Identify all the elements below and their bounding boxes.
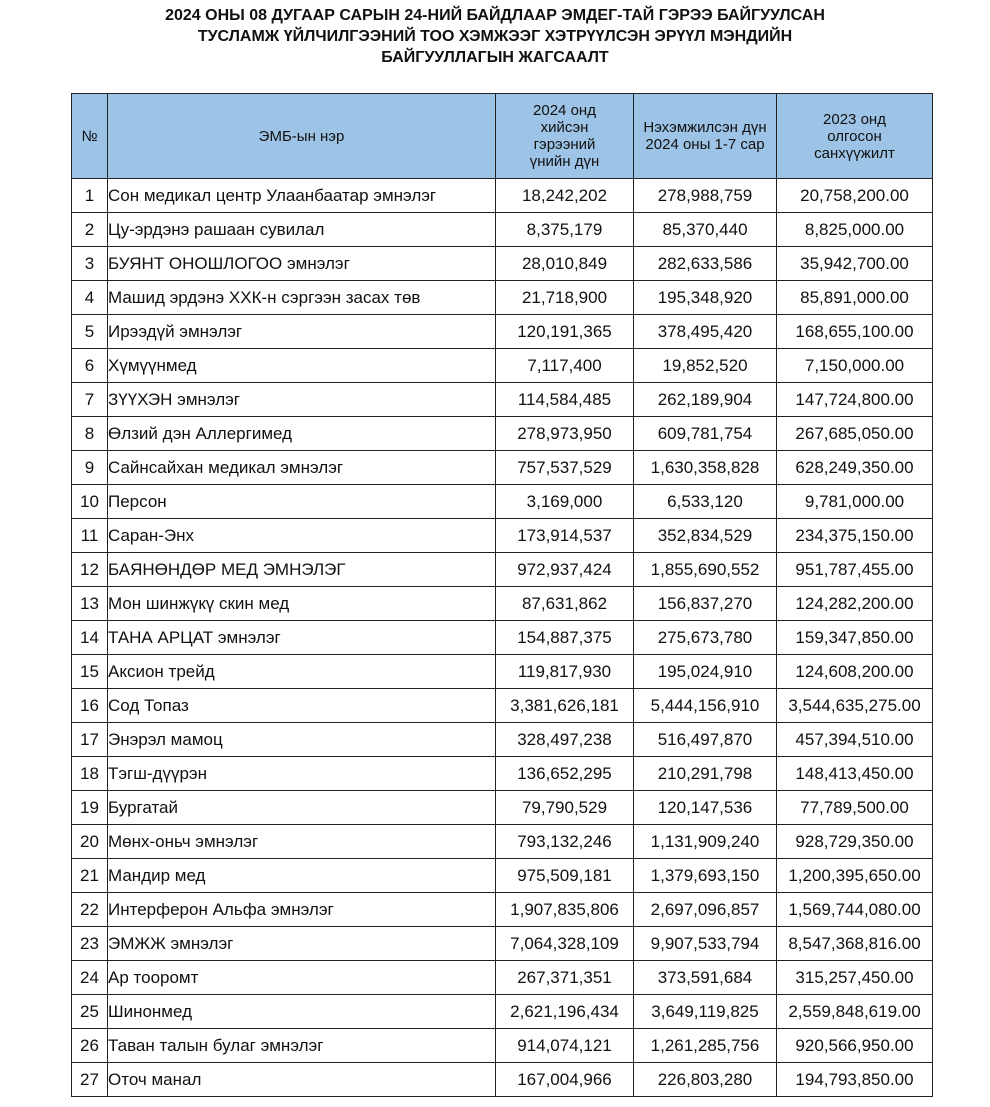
claimed-amount-2024: 1,855,690,552	[634, 553, 777, 587]
row-number: 20	[72, 825, 108, 859]
contract-amount-2024: 757,537,529	[496, 451, 634, 485]
contract-amount-2024: 120,191,365	[496, 315, 634, 349]
funding-2023: 168,655,100.00	[777, 315, 933, 349]
claimed-amount-2024: 373,591,684	[634, 961, 777, 995]
row-number: 2	[72, 213, 108, 247]
claimed-amount-2024: 282,633,586	[634, 247, 777, 281]
facility-name: БАЯНӨНДӨР МЕД ЭМНЭЛЭГ	[108, 553, 496, 587]
funding-2023: 124,282,200.00	[777, 587, 933, 621]
row-number: 21	[72, 859, 108, 893]
contract-amount-2024: 8,375,179	[496, 213, 634, 247]
claimed-amount-2024: 9,907,533,794	[634, 927, 777, 961]
table-row	[72, 621, 933, 655]
row-number: 27	[72, 1063, 108, 1097]
claimed-amount-2024: 1,131,909,240	[634, 825, 777, 859]
contract-amount-2024: 914,074,121	[496, 1029, 634, 1063]
claimed-amount-2024: 195,348,920	[634, 281, 777, 315]
claimed-amount-2024: 609,781,754	[634, 417, 777, 451]
row-number: 14	[72, 621, 108, 655]
facility-name: Мөнх-оньч эмнэлэг	[108, 825, 496, 859]
contract-amount-2024: 975,509,181	[496, 859, 634, 893]
facility-name: Сод Топаз	[108, 689, 496, 723]
claimed-amount-2024: 3,649,119,825	[634, 995, 777, 1029]
row-number: 22	[72, 893, 108, 927]
funding-2023: 7,150,000.00	[777, 349, 933, 383]
contract-amount-2024: 28,010,849	[496, 247, 634, 281]
funding-2023: 159,347,850.00	[777, 621, 933, 655]
contract-amount-2024: 154,887,375	[496, 621, 634, 655]
contract-amount-2024: 167,004,966	[496, 1063, 634, 1097]
facility-name: Интерферон Альфа эмнэлэг	[108, 893, 496, 927]
table-row	[72, 927, 933, 961]
facility-name: Өлзий дэн Аллергимед	[108, 417, 496, 451]
funding-2023: 85,891,000.00	[777, 281, 933, 315]
row-number: 15	[72, 655, 108, 689]
facility-name: Цу-эрдэнэ рашаан сувилал	[108, 213, 496, 247]
facility-name: ЭМЖЖ эмнэлэг	[108, 927, 496, 961]
facility-name: Оточ манал	[108, 1063, 496, 1097]
facility-name: Мандир мед	[108, 859, 496, 893]
header-name: ЭМБ-ын нэр	[108, 94, 496, 179]
claimed-amount-2024: 195,024,910	[634, 655, 777, 689]
table-row	[72, 247, 933, 281]
header-claimed-2024-label: Нэхэмжилсэн дүн 2024 оны 1-7 сар	[643, 119, 767, 153]
facility-name: Саран-Энх	[108, 519, 496, 553]
title-line-2: ТУСЛАМЖ ҮЙЛЧИЛГЭЭНИЙ ТОО ХЭМЖЭЭГ ХЭТРҮҮЛСЭН ЭРҮҮЛ МЭНДИЙН	[197, 28, 793, 45]
header-funding-2023	[777, 94, 933, 179]
contract-amount-2024: 793,132,246	[496, 825, 634, 859]
row-number: 13	[72, 587, 108, 621]
contract-amount-2024: 3,169,000	[496, 485, 634, 519]
funding-2023: 920,566,950.00	[777, 1029, 933, 1063]
table-row	[72, 519, 933, 553]
contract-amount-2024: 1,907,835,806	[496, 893, 634, 927]
funding-2023: 1,200,395,650.00	[777, 859, 933, 893]
table-row	[72, 1029, 933, 1063]
facilities-table	[71, 93, 933, 1097]
row-number: 17	[72, 723, 108, 757]
funding-2023: 457,394,510.00	[777, 723, 933, 757]
row-number: 16	[72, 689, 108, 723]
row-number: 19	[72, 791, 108, 825]
claimed-amount-2024: 2,697,096,857	[634, 893, 777, 927]
table-row	[72, 961, 933, 995]
row-number: 8	[72, 417, 108, 451]
table-row	[72, 825, 933, 859]
facility-name: Ар тооромт	[108, 961, 496, 995]
contract-amount-2024: 972,937,424	[496, 553, 634, 587]
facility-name: Машид эрдэнэ ХХК-н сэргээн засах төв	[108, 281, 496, 315]
funding-2023: 267,685,050.00	[777, 417, 933, 451]
facility-name: Хүмүүнмед	[108, 349, 496, 383]
claimed-amount-2024: 1,630,358,828	[634, 451, 777, 485]
funding-2023: 928,729,350.00	[777, 825, 933, 859]
contract-amount-2024: 7,064,328,109	[496, 927, 634, 961]
funding-2023: 315,257,450.00	[777, 961, 933, 995]
contract-amount-2024: 7,117,400	[496, 349, 634, 383]
row-number: 23	[72, 927, 108, 961]
facility-name: Энэрэл мамоц	[108, 723, 496, 757]
facility-name: Сон медикал центр Улаанбаатар эмнэлэг	[108, 179, 496, 213]
contract-amount-2024: 3,381,626,181	[496, 689, 634, 723]
row-number: 12	[72, 553, 108, 587]
row-number: 4	[72, 281, 108, 315]
row-number: 1	[72, 179, 108, 213]
table-body	[72, 179, 933, 1097]
contract-amount-2024: 79,790,529	[496, 791, 634, 825]
funding-2023: 951,787,455.00	[777, 553, 933, 587]
claimed-amount-2024: 210,291,798	[634, 757, 777, 791]
claimed-amount-2024: 156,837,270	[634, 587, 777, 621]
table-row	[72, 587, 933, 621]
contract-amount-2024: 173,914,537	[496, 519, 634, 553]
facility-name: Сайнсайхан медикал эмнэлэг	[108, 451, 496, 485]
contract-amount-2024: 87,631,862	[496, 587, 634, 621]
funding-2023: 147,724,800.00	[777, 383, 933, 417]
contract-amount-2024: 328,497,238	[496, 723, 634, 757]
table-row	[72, 349, 933, 383]
funding-2023: 234,375,150.00	[777, 519, 933, 553]
table-row	[72, 417, 933, 451]
header-contract-2024-label: 2024 онд хийсэн гэрээний үнийн дүн	[529, 102, 600, 170]
table-row	[72, 723, 933, 757]
facility-name: Персон	[108, 485, 496, 519]
facility-name: Аксион трейд	[108, 655, 496, 689]
facility-name: Шинонмед	[108, 995, 496, 1029]
table-row	[72, 315, 933, 349]
claimed-amount-2024: 278,988,759	[634, 179, 777, 213]
claimed-amount-2024: 352,834,529	[634, 519, 777, 553]
table-header-row	[72, 94, 933, 179]
row-number: 3	[72, 247, 108, 281]
claimed-amount-2024: 85,370,440	[634, 213, 777, 247]
claimed-amount-2024: 516,497,870	[634, 723, 777, 757]
funding-2023: 1,569,744,080.00	[777, 893, 933, 927]
contract-amount-2024: 136,652,295	[496, 757, 634, 791]
row-number: 9	[72, 451, 108, 485]
header-num: №	[72, 94, 108, 179]
row-number: 25	[72, 995, 108, 1029]
contract-amount-2024: 119,817,930	[496, 655, 634, 689]
title-line-1: 2024 ОНЫ 08 ДУГААР САРЫН 24-НИЙ БАЙДЛААР ЭМДЕГ-ТАЙ ГЭРЭЭ БАЙГУУЛСАН	[165, 7, 825, 24]
facility-name: БУЯНТ ОНОШЛОГОО эмнэлэг	[108, 247, 496, 281]
header-claimed-2024	[634, 94, 777, 179]
table-row	[72, 893, 933, 927]
row-number: 6	[72, 349, 108, 383]
table-row	[72, 757, 933, 791]
claimed-amount-2024: 19,852,520	[634, 349, 777, 383]
facility-name: ТАНА АРЦАТ эмнэлэг	[108, 621, 496, 655]
table-row	[72, 383, 933, 417]
funding-2023: 77,789,500.00	[777, 791, 933, 825]
row-number: 26	[72, 1029, 108, 1063]
funding-2023: 124,608,200.00	[777, 655, 933, 689]
contract-amount-2024: 114,584,485	[496, 383, 634, 417]
funding-2023: 9,781,000.00	[777, 485, 933, 519]
row-number: 10	[72, 485, 108, 519]
claimed-amount-2024: 5,444,156,910	[634, 689, 777, 723]
table-row	[72, 791, 933, 825]
header-funding-2023-label: 2023 онд олгосон санхүүжилт	[814, 110, 895, 162]
facility-name: Таван талын булаг эмнэлэг	[108, 1029, 496, 1063]
funding-2023: 35,942,700.00	[777, 247, 933, 281]
contract-amount-2024: 267,371,351	[496, 961, 634, 995]
table-row	[72, 213, 933, 247]
claimed-amount-2024: 226,803,280	[634, 1063, 777, 1097]
funding-2023: 8,825,000.00	[777, 213, 933, 247]
row-number: 24	[72, 961, 108, 995]
funding-2023: 2,559,848,619.00	[777, 995, 933, 1029]
contract-amount-2024: 278,973,950	[496, 417, 634, 451]
claimed-amount-2024: 262,189,904	[634, 383, 777, 417]
facility-name: Мон шинжүкү скин мед	[108, 587, 496, 621]
claimed-amount-2024: 120,147,536	[634, 791, 777, 825]
table-row	[72, 553, 933, 587]
table-row	[72, 689, 933, 723]
table-row	[72, 179, 933, 213]
table-row	[72, 1063, 933, 1097]
contract-amount-2024: 18,242,202	[496, 179, 634, 213]
funding-2023: 194,793,850.00	[777, 1063, 933, 1097]
table-row	[72, 995, 933, 1029]
facility-name: Тэгш-дүүрэн	[108, 757, 496, 791]
claimed-amount-2024: 275,673,780	[634, 621, 777, 655]
funding-2023: 20,758,200.00	[777, 179, 933, 213]
row-number: 5	[72, 315, 108, 349]
funding-2023: 628,249,350.00	[777, 451, 933, 485]
table-row	[72, 655, 933, 689]
facility-name: ЗҮҮХЭН эмнэлэг	[108, 383, 496, 417]
table-row	[72, 859, 933, 893]
title-line-3: БАЙГУУЛЛАГЫН ЖАГСААЛТ	[381, 49, 609, 66]
row-number: 7	[72, 383, 108, 417]
table-row	[72, 485, 933, 519]
document-title	[0, 5, 990, 68]
facility-name: Ирээдүй эмнэлэг	[108, 315, 496, 349]
facility-name: Бургатай	[108, 791, 496, 825]
claimed-amount-2024: 6,533,120	[634, 485, 777, 519]
funding-2023: 8,547,368,816.00	[777, 927, 933, 961]
row-number: 11	[72, 519, 108, 553]
contract-amount-2024: 2,621,196,434	[496, 995, 634, 1029]
claimed-amount-2024: 378,495,420	[634, 315, 777, 349]
contract-amount-2024: 21,718,900	[496, 281, 634, 315]
claimed-amount-2024: 1,379,693,150	[634, 859, 777, 893]
funding-2023: 148,413,450.00	[777, 757, 933, 791]
claimed-amount-2024: 1,261,285,756	[634, 1029, 777, 1063]
table-row	[72, 451, 933, 485]
funding-2023: 3,544,635,275.00	[777, 689, 933, 723]
header-contract-2024	[496, 94, 634, 179]
row-number: 18	[72, 757, 108, 791]
table-row	[72, 281, 933, 315]
